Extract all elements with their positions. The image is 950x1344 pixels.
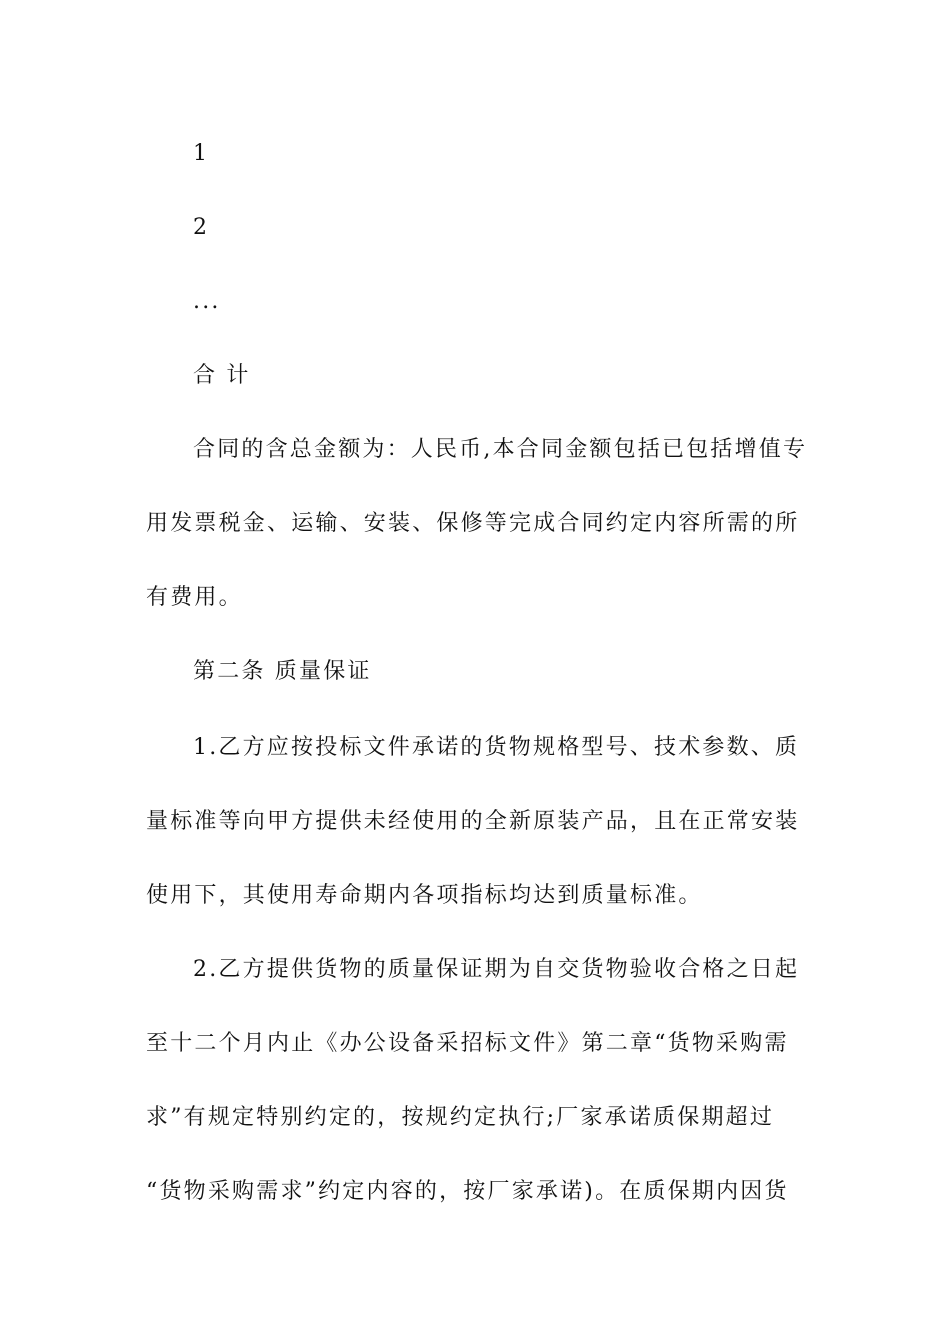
clause-1-line-2: 量标准等向甲方提供未经使用的全新原装产品，且在正常安装 <box>146 809 800 834</box>
clause-1-line-1: 1.乙方应按投标文件承诺的货物规格型号、技术参数、质 <box>193 735 800 760</box>
clause-2-line-2: 至十二个月内止《办公设备采招标文件》第二章“货物采购需 <box>146 1031 789 1056</box>
table-row-ellipsis: ... <box>193 289 221 314</box>
clause-1-line-3: 使用下，其使用寿命期内各项指标均达到质量标准。 <box>146 883 703 908</box>
clause-2-line-1: 2.乙方提供货物的质量保证期为自交货物验收合格之日起 <box>193 957 800 982</box>
table-total-label: 合 计 <box>193 363 251 388</box>
price-paragraph-line-2: 用发票税金、运输、安装、保修等完成合同约定内容所需的所 <box>146 511 800 536</box>
article-heading: 第二条 质量保证 <box>193 659 372 684</box>
table-row-number-1: 1 <box>193 141 210 166</box>
price-paragraph-line-3: 有费用。 <box>146 585 243 610</box>
clause-2-line-4: “货物采购需求”约定内容的，按厂家承诺)。在质保期内因货 <box>146 1179 789 1204</box>
clause-2-line-3: 求”有规定特别约定的，按规约定执行;厂家承诺质保期超过 <box>146 1105 775 1130</box>
table-row-number-2: 2 <box>193 215 210 240</box>
price-paragraph-line-1: 合同的含总金额为：人民币,本合同金额包括已包括增值专 <box>193 437 808 462</box>
